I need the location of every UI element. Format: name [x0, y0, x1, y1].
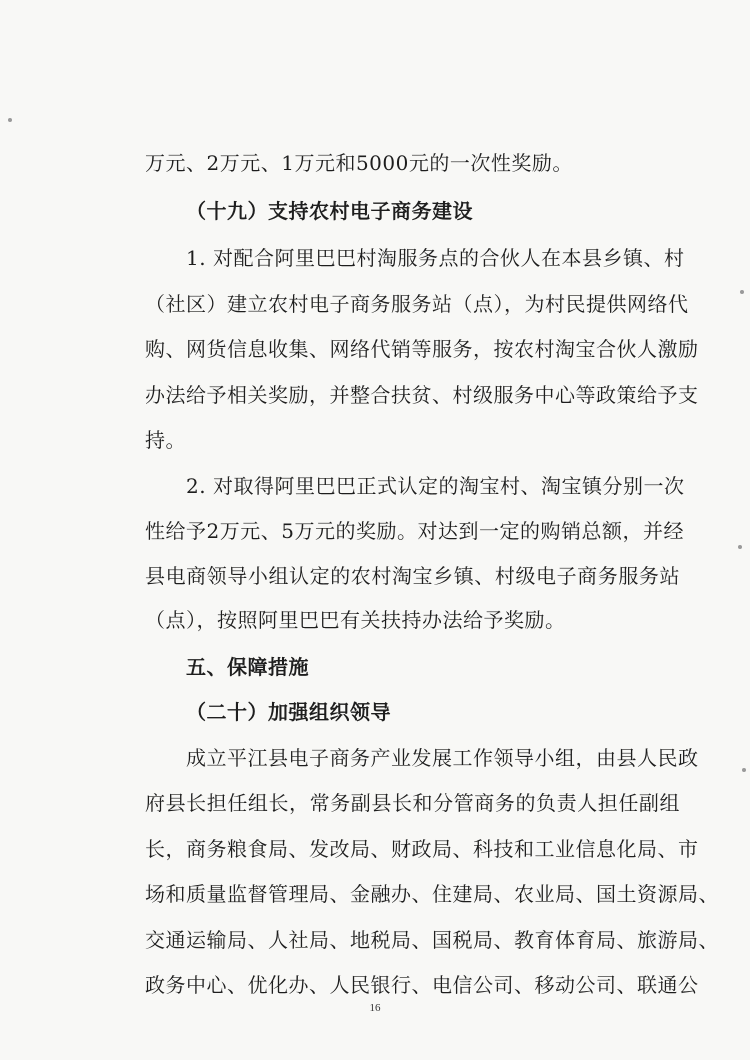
body-text-line: 长，商务粮食局、发改局、财政局、科技和工业信息化局、市: [145, 837, 699, 861]
body-text-line: 政务中心、优化办、人民银行、电信公司、移动公司、联通公: [145, 973, 699, 997]
body-text-line: （点），按照阿里巴巴有关扶持办法给予奖励。: [145, 608, 566, 632]
chapter-heading-5: 五、保障措施: [186, 655, 309, 679]
body-text-line: 万元、2万元、1万元和5000元的一次性奖励。: [145, 151, 573, 175]
body-text-line: 县电商领导小组认定的农村淘宝乡镇、村级电子商务服务站: [145, 564, 680, 588]
body-text-line: （社区）建立农村电子商务服务站（点），为村民提供网络代: [145, 292, 689, 316]
scan-speck: [738, 545, 742, 549]
section-heading-20: （二十）加强组织领导: [186, 700, 391, 724]
page-number: 16: [369, 1002, 381, 1014]
body-text-line: 交通运输局、人社局、地税局、国税局、教育体育局、旅游局、: [145, 928, 719, 952]
section-heading-19: （十九）支持农村电子商务建设: [186, 199, 473, 223]
body-text-line: 场和质量监督管理局、金融办、住建局、农业局、国土资源局、: [145, 882, 719, 906]
body-text-line: 购、网货信息收集、网络代销等服务，按农村淘宝合伙人激励: [145, 337, 699, 361]
body-text-line: 府县长担任组长，常务副县长和分管商务的负责人担任副组: [145, 791, 680, 815]
body-text-line: 办法给予相关奖励，并整合扶贫、村级服务中心等政策给予支: [145, 383, 699, 407]
scan-speck: [8, 118, 12, 122]
body-text-line: 持。: [145, 428, 186, 452]
body-text-line: 性给予2万元、5万元的奖励。对达到一定的购销总额，并经: [145, 519, 684, 543]
scan-speck: [742, 768, 746, 772]
body-text-line: 成立平江县电子商务产业发展工作领导小组，由县人民政: [186, 746, 699, 770]
body-text-line: 1. 对配合阿里巴巴村淘服务点的合伙人在本县乡镇、村: [186, 246, 685, 270]
scan-speck: [740, 290, 744, 294]
body-text-line: 2. 对取得阿里巴巴正式认定的淘宝村、淘宝镇分别一次: [186, 474, 685, 498]
